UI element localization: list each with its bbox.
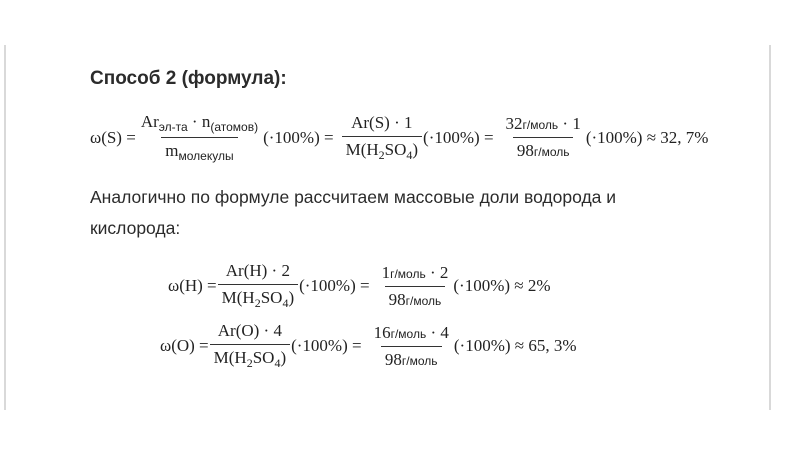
general-formula-denominator: $m_{молекулы}$ xyxy=(161,137,237,163)
omega-h-label: ω(H) = xyxy=(168,276,217,295)
sulfur-value-fraction xyxy=(502,114,585,161)
oxygen-molar-numerator: Ar(O) · 4 xyxy=(217,321,282,340)
paragraph-line-1: Аналогично по формуле рассчитаем массовые доли водорода и xyxy=(90,187,617,207)
percent-factor: (·100%) = xyxy=(291,336,362,355)
sulfur-molar-fraction xyxy=(342,113,422,163)
oxygen-molar-fraction xyxy=(210,321,290,371)
hydrogen-value-numerator: 1г/моль · 2 xyxy=(381,262,449,282)
omega-s-label: ω(S) = xyxy=(90,127,136,147)
hydrogen-molar-denominator: $M(H_2SO_4)$ xyxy=(218,284,298,311)
sulfur-result: (·100%) ≈ 32, 7% xyxy=(585,127,709,147)
hydrogen-result: (·100%) ≈ 2% xyxy=(453,276,551,295)
equation-oxygen xyxy=(160,321,577,371)
percent-factor: (·100%) = xyxy=(263,127,334,147)
hydrogen-molar-fraction xyxy=(218,261,298,311)
sulfur-molar-numerator: Ar(S) · 1 xyxy=(351,112,413,132)
oxygen-value-numerator: 16г/моль · 4 xyxy=(373,322,449,342)
sulfur-value-denominator: 98г/моль xyxy=(513,137,574,161)
oxygen-result: (·100%) ≈ 65, 3% xyxy=(453,336,577,355)
equation-sulfur xyxy=(90,112,708,163)
percent-factor: (·100%) = xyxy=(423,127,494,147)
section-heading: Способ 2 (формула): xyxy=(90,68,287,89)
hydrogen-value-fraction xyxy=(378,263,453,310)
percent-factor: (·100%) = xyxy=(299,276,370,295)
sulfur-value-numerator: 32г/моль · 1 xyxy=(505,114,581,133)
hydrogen-molar-numerator: Ar(H) · 2 xyxy=(225,261,290,280)
oxygen-value-fraction xyxy=(370,323,453,370)
paragraph-line-2: кислорода: xyxy=(90,218,181,238)
oxygen-molar-denominator: $M(H_2SO_4)$ xyxy=(210,344,290,371)
hydrogen-value-denominator: 98г/моль xyxy=(385,286,446,310)
equation-hydrogen xyxy=(168,261,551,311)
general-formula-numerator: $Ar_{эл-та} \cdot n_{(атомов)}$ xyxy=(140,112,259,134)
sulfur-molar-denominator: $M(H_2SO_4)$ xyxy=(342,136,422,163)
oxygen-value-denominator: 98г/моль xyxy=(381,346,442,370)
general-formula-fraction xyxy=(137,112,262,163)
omega-o-label: ω(O) = xyxy=(160,336,209,355)
